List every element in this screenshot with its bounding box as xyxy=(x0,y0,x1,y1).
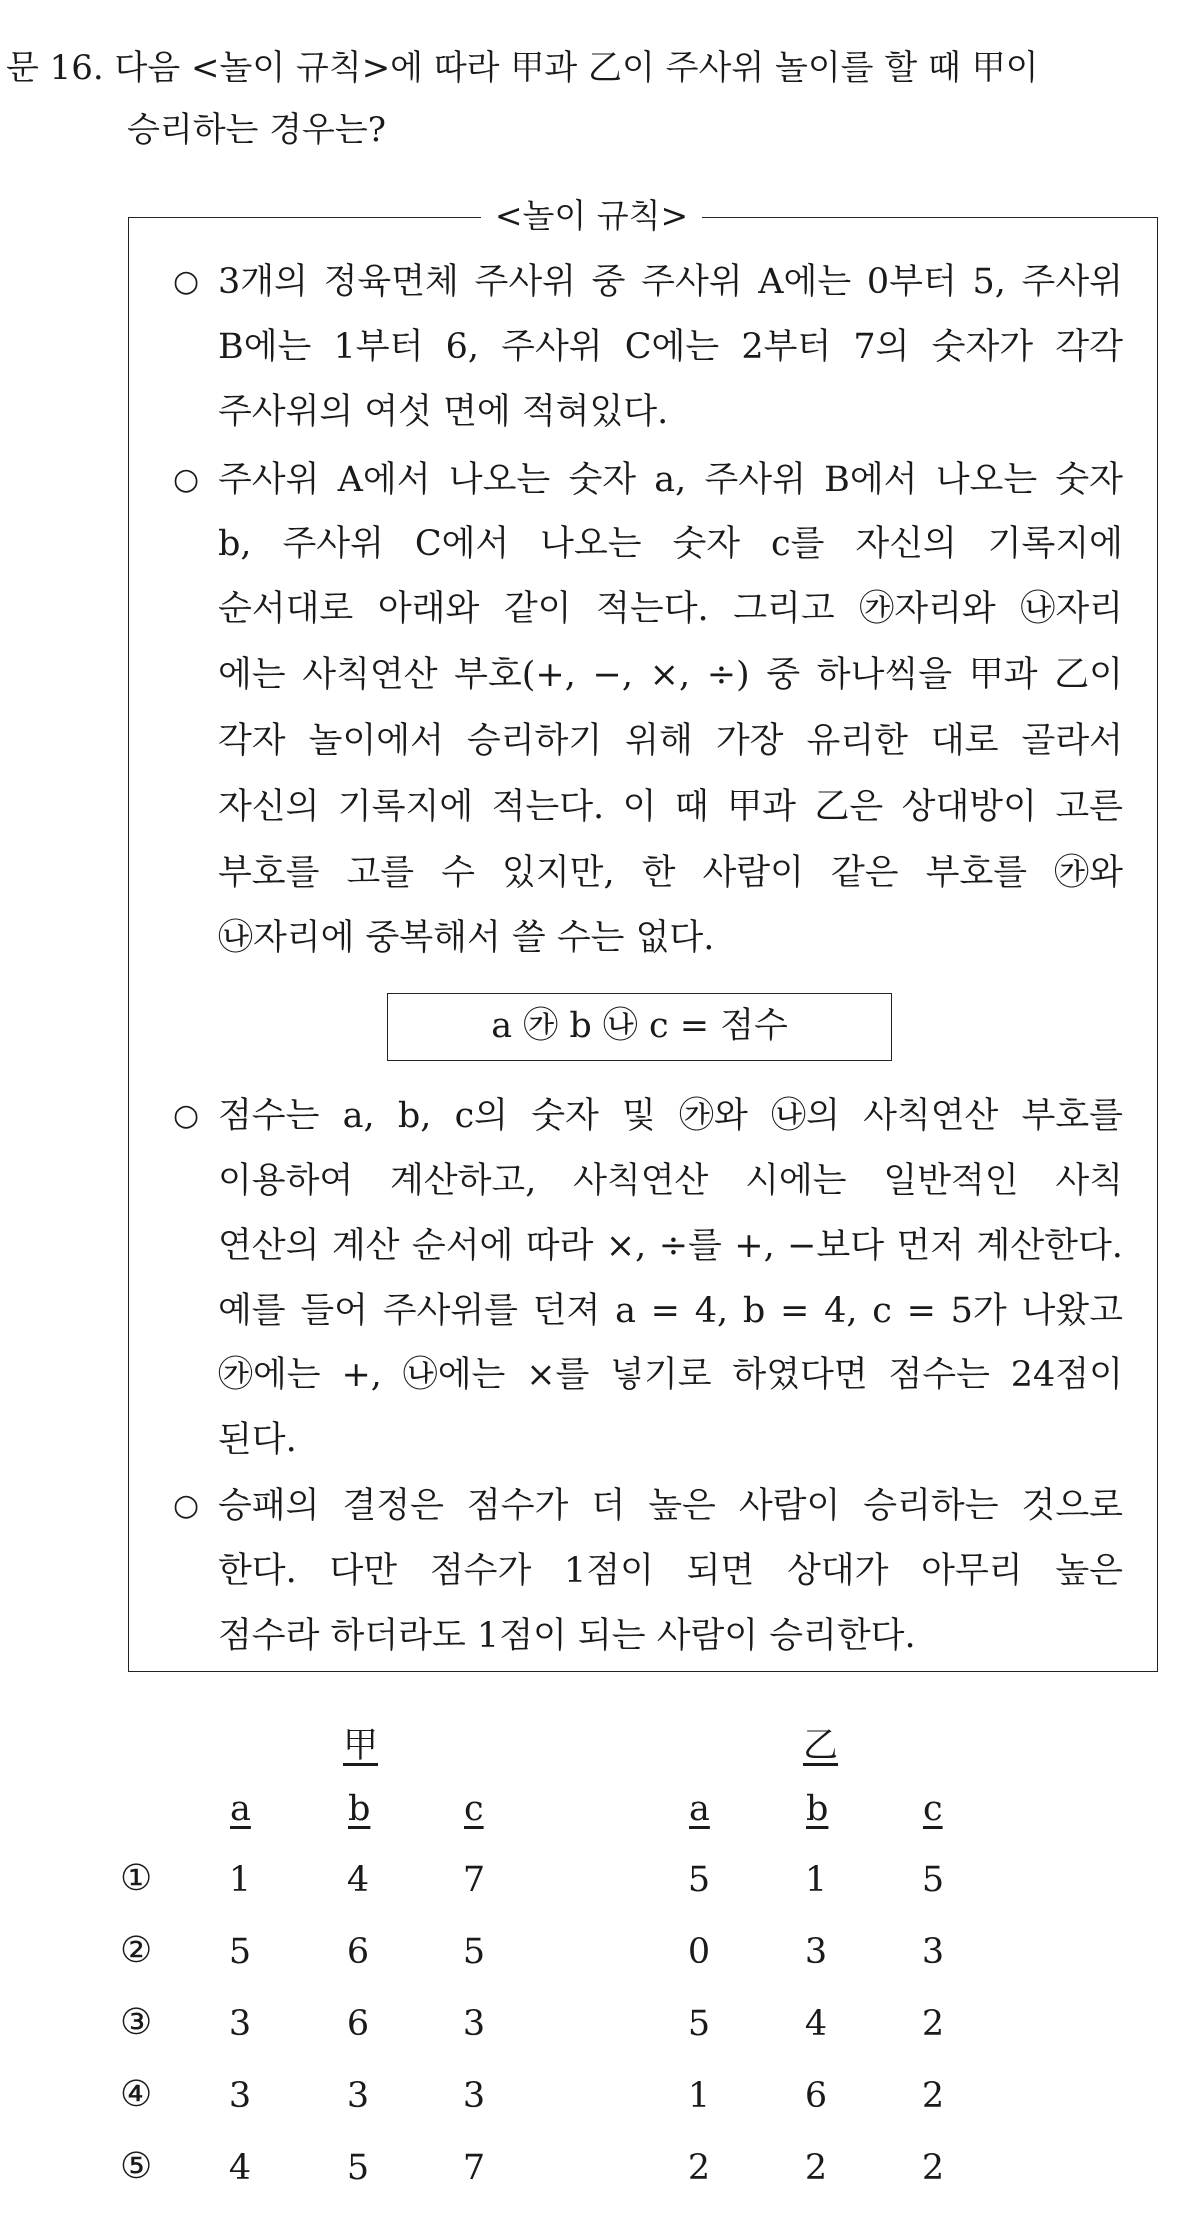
gap-value: 6 xyxy=(346,2004,370,2044)
gap-value: 4 xyxy=(228,2148,252,2188)
rule-word: ㉯의 xyxy=(771,1096,840,1136)
rule-word: 나오는 xyxy=(540,524,642,564)
rule-word: 중 xyxy=(591,262,626,302)
rule-word: 5가 xyxy=(950,1291,1007,1331)
rule-line: 점수라 하더라도 1점이 되는 사람이 승리한다. xyxy=(218,1616,916,1656)
rule-word: 3개의 xyxy=(218,262,308,302)
rule-line xyxy=(218,1092,1123,1140)
bullet-4: ○ xyxy=(173,1488,200,1523)
rule-word: 乙이 xyxy=(1054,655,1123,695)
rule-word: 수 xyxy=(441,853,475,893)
rule-word: 점수가 xyxy=(429,1551,532,1591)
rule-word: ×, xyxy=(605,1226,647,1266)
rule-word: 다만 xyxy=(329,1551,398,1591)
rule-word: 사람이 xyxy=(738,1486,841,1526)
rule-word: 점수가 xyxy=(466,1486,569,1526)
rule-word: 승리하는 xyxy=(863,1486,999,1526)
rule-word: 높은 xyxy=(1055,1551,1123,1591)
rule-word: 주사위 xyxy=(501,327,603,367)
rule-word: 부호를 xyxy=(1021,1096,1123,1136)
rule-word: 일반적인 xyxy=(883,1161,1019,1201)
rule-word: 숫자 xyxy=(568,460,637,500)
rule-word: 주사위 xyxy=(474,262,576,302)
rule-word: 상대방이 xyxy=(901,787,1037,827)
rule-word: 넣기로 xyxy=(610,1355,712,1395)
gap-value: 3 xyxy=(462,2076,486,2116)
rule-word: 점수는 xyxy=(888,1355,990,1395)
rule-word: 골라서 xyxy=(1021,721,1123,761)
rule-word: 乙은 xyxy=(814,787,884,827)
rule-line: ㉯자리에 중복해서 쓸 수는 없다. xyxy=(218,918,715,958)
rule-word: −, xyxy=(592,655,633,695)
rule-word: C에는 xyxy=(624,327,720,367)
bullet-1: ○ xyxy=(173,264,200,299)
rule-word: ×, xyxy=(649,655,691,695)
rule-word: A에는 xyxy=(758,262,852,302)
score-formula: a ㉮ b ㉯ c = 점수 xyxy=(387,993,892,1061)
rule-word: 예를 xyxy=(218,1291,286,1331)
rule-word: 하였다면 xyxy=(732,1355,868,1395)
gap-value: 5 xyxy=(462,1932,486,1972)
rule-word: 유리한 xyxy=(806,721,908,761)
rule-word: 4, xyxy=(824,1291,858,1331)
rule-word: 중 xyxy=(766,655,801,695)
gap-value: 7 xyxy=(462,1860,486,1900)
rule-line xyxy=(218,1287,1123,1335)
rule-word: 한다. xyxy=(218,1551,297,1591)
answer-choice-number: ② xyxy=(120,1930,153,1971)
rule-word: ㉮자리와 xyxy=(859,589,996,629)
rule-word: 24점이 xyxy=(1010,1355,1123,1395)
rule-word: 들어 xyxy=(300,1291,368,1331)
rule-word: 甲과 xyxy=(727,787,796,827)
rule-word: 부호(+, xyxy=(454,655,576,695)
rule-word: 더 xyxy=(591,1486,626,1526)
rule-word: 때 xyxy=(674,787,709,827)
col-b-eul: b xyxy=(806,1789,829,1829)
rule-word: = xyxy=(650,1291,680,1331)
rule-line xyxy=(218,1351,1123,1399)
rule-word: 상대가 xyxy=(787,1551,889,1591)
eul-value: 3 xyxy=(804,1932,828,1972)
col-a-gap: a xyxy=(230,1789,251,1829)
player1-header: 甲 xyxy=(343,1726,379,1766)
rule-word: 순서에 xyxy=(411,1226,514,1266)
rule-word: 고를 xyxy=(346,853,415,893)
rule-word: ÷를 xyxy=(658,1226,722,1266)
eul-value: 5 xyxy=(921,1860,945,1900)
rule-word: 사칙 xyxy=(1055,1161,1123,1201)
rule-word: 부호를 xyxy=(218,853,320,893)
gap-value: 3 xyxy=(228,2004,252,2044)
rule-word: 1점이 xyxy=(564,1551,654,1591)
rule-word: 기록지에 xyxy=(987,524,1123,564)
question-line-1: 문 16. 다음 <놀이 규칙>에 따라 甲과 乙이 주사위 놀이를 할 때 甲이 xyxy=(6,48,1039,88)
answer-choice-number: ⑤ xyxy=(120,2146,153,2187)
eul-value: 4 xyxy=(804,2004,828,2044)
rule-word: 주사위를 xyxy=(382,1291,518,1331)
rule-word: C에서 xyxy=(414,524,510,564)
rule-word: +, xyxy=(341,1355,382,1395)
rule-word: 놀이에서 xyxy=(308,721,444,761)
col-c-gap: c xyxy=(464,1789,484,1829)
rule-word: 부호를 xyxy=(925,853,1028,893)
rule-word: b xyxy=(742,1291,766,1331)
rule-word: 주사위 xyxy=(218,460,320,500)
rule-word: 숫자 xyxy=(672,524,741,564)
rule-word: 시에는 xyxy=(745,1161,847,1201)
rule-word: B에서 xyxy=(824,460,918,500)
rule-word: 하나씩을 xyxy=(816,655,953,695)
rule-line xyxy=(218,585,1123,633)
rule-line: 된다. xyxy=(218,1420,297,1460)
bullet-3: ○ xyxy=(173,1098,200,1133)
rule-line xyxy=(218,1547,1123,1595)
eul-value: 0 xyxy=(687,1932,711,1972)
rules-title: <놀이 규칙> xyxy=(0,196,1183,236)
rule-word: 5, xyxy=(972,262,1006,302)
col-a-eul: a xyxy=(689,1789,710,1829)
rule-word: 그리고 xyxy=(733,589,835,629)
rule-word: 6, xyxy=(445,327,479,367)
rule-line xyxy=(218,783,1123,831)
col-c-eul: c xyxy=(923,1789,943,1829)
rule-word: ㉯자리 xyxy=(1020,589,1123,629)
rule-word: 자신의 xyxy=(855,524,957,564)
rule-word: ㉮와 xyxy=(1054,853,1123,893)
answer-choice-number: ① xyxy=(120,1858,153,1899)
rule-word: 승패의 xyxy=(218,1486,320,1526)
rule-word: 숫자 xyxy=(1055,460,1123,500)
rule-word: 높은 xyxy=(648,1486,716,1526)
rule-word: 계산 xyxy=(331,1226,400,1266)
rule-word: 승리하기 xyxy=(466,721,603,761)
rule-word: 나오는 xyxy=(935,460,1038,500)
answer-choice-number: ④ xyxy=(120,2074,153,2115)
rule-word: 사람이 xyxy=(702,853,804,893)
rule-word: ÷) xyxy=(706,655,750,695)
rule-word: 적는다. xyxy=(596,589,709,629)
rule-word: 4, xyxy=(694,1291,729,1331)
rule-word: 이용하여 xyxy=(218,1161,354,1201)
rule-word: 자신의 xyxy=(218,787,320,827)
gap-value: 1 xyxy=(228,1860,252,1900)
rule-word: 점수는 xyxy=(218,1096,320,1136)
rule-word: 2부터 xyxy=(741,327,832,367)
rule-word: 주사위 xyxy=(282,524,384,564)
rule-word: 각각 xyxy=(1055,327,1123,367)
rule-word: 고른 xyxy=(1055,787,1123,827)
rule-word: 것으로 xyxy=(1021,1486,1123,1526)
gap-value: 3 xyxy=(228,2076,252,2116)
rule-word: 주사위 xyxy=(1021,262,1123,302)
col-b-gap: b xyxy=(348,1789,371,1829)
eul-value: 2 xyxy=(921,2076,945,2116)
rule-word: 나오는 xyxy=(448,460,551,500)
gap-value: 4 xyxy=(346,1860,370,1900)
rule-word: 가장 xyxy=(715,721,784,761)
rule-word: 아무리 xyxy=(921,1551,1023,1591)
eul-value: 2 xyxy=(687,2148,711,2188)
rule-word: 1부터 xyxy=(333,327,424,367)
rule-word: = xyxy=(780,1291,810,1331)
rule-word: 연산의 xyxy=(218,1226,320,1266)
rule-word: 주사위 xyxy=(641,262,743,302)
rule-line xyxy=(218,323,1123,371)
rule-word: 되면 xyxy=(686,1551,755,1591)
rule-word: ×를 xyxy=(526,1355,590,1395)
rule-word: 적는다. xyxy=(491,787,605,827)
rule-line xyxy=(218,456,1123,504)
rule-word: a, xyxy=(654,460,687,500)
rule-line xyxy=(218,1157,1123,1205)
rule-word: ㉮에는 xyxy=(218,1355,321,1395)
rule-word: 있지만, xyxy=(502,853,615,893)
bullet-2: ○ xyxy=(173,462,200,497)
rule-word: b, xyxy=(397,1096,432,1136)
rule-line xyxy=(218,1482,1123,1530)
rule-word: 甲과 xyxy=(968,655,1038,695)
rule-word: 숫자 xyxy=(531,1096,599,1136)
rule-word: 에는 xyxy=(218,655,286,695)
rule-word: 나왔고 xyxy=(1021,1291,1123,1331)
rule-word: 같은 xyxy=(830,853,899,893)
rule-line: 주사위의 여섯 면에 적혀있다. xyxy=(218,392,669,432)
eul-value: 6 xyxy=(804,2076,828,2116)
player2-header: 乙 xyxy=(803,1726,839,1766)
rule-line xyxy=(218,1222,1123,1270)
gap-value: 3 xyxy=(346,2076,370,2116)
rule-word: 사칙연산 xyxy=(573,1161,709,1201)
rule-word: 같이 xyxy=(503,589,572,629)
rule-word: 이 xyxy=(622,787,657,827)
rule-word: B에는 xyxy=(218,327,312,367)
rule-word: 던져 xyxy=(532,1291,601,1331)
rule-word: 순서대로 xyxy=(218,589,354,629)
rule-word: 위해 xyxy=(625,721,693,761)
rule-word: 대로 xyxy=(930,721,999,761)
question-line-2: 승리하는 경우는? xyxy=(127,110,386,150)
rule-line xyxy=(218,849,1123,897)
rule-line xyxy=(218,717,1123,765)
rule-word: ㉯에는 xyxy=(402,1355,506,1395)
rule-word: +, xyxy=(734,1226,775,1266)
rule-word: ㉮와 xyxy=(679,1096,748,1136)
rule-word: c xyxy=(872,1291,892,1331)
rule-word: 계산하고, xyxy=(390,1161,537,1201)
rule-word: 주사위 xyxy=(704,460,806,500)
eul-value: 2 xyxy=(921,2148,945,2188)
eul-value: 1 xyxy=(687,2076,711,2116)
rule-word: 정육면체 xyxy=(323,262,459,302)
rule-word: 기록지에 xyxy=(337,787,474,827)
rule-word: 결정은 xyxy=(342,1486,444,1526)
rule-word: a xyxy=(615,1291,636,1331)
eul-value: 5 xyxy=(687,1860,711,1900)
rule-word: 먼저 xyxy=(896,1226,965,1266)
rule-line xyxy=(218,258,1123,306)
eul-value: 2 xyxy=(921,2004,945,2044)
gap-value: 6 xyxy=(346,1932,370,1972)
rule-word: 한 xyxy=(641,853,676,893)
eul-value: 1 xyxy=(804,1860,828,1900)
rule-word: 계산한다. xyxy=(976,1226,1123,1266)
gap-value: 5 xyxy=(346,2148,370,2188)
rule-line xyxy=(218,651,1123,699)
rule-line xyxy=(218,520,1123,568)
rule-word: 및 xyxy=(622,1096,656,1136)
rule-word: 사칙연산 xyxy=(863,1096,999,1136)
rule-word: 각자 xyxy=(218,721,286,761)
rule-word: c의 xyxy=(454,1096,508,1136)
answer-choice-number: ③ xyxy=(120,2002,153,2043)
eul-value: 2 xyxy=(804,2148,828,2188)
rule-word: 아래와 xyxy=(377,589,480,629)
gap-value: 5 xyxy=(228,1932,252,1972)
rule-word: c를 xyxy=(771,524,825,564)
gap-value: 7 xyxy=(462,2148,486,2188)
eul-value: 3 xyxy=(921,1932,945,1972)
rule-word: −보다 xyxy=(787,1226,885,1266)
rule-word: 7의 xyxy=(853,327,910,367)
rule-word: a, xyxy=(342,1096,375,1136)
rule-word: b, xyxy=(218,524,252,564)
rule-word: A에서 xyxy=(337,460,431,500)
rule-word: 숫자가 xyxy=(931,327,1034,367)
rule-word: 사칙연산 xyxy=(302,655,438,695)
eul-value: 5 xyxy=(687,2004,711,2044)
rule-word: 0부터 xyxy=(866,262,957,302)
gap-value: 3 xyxy=(462,2004,486,2044)
rule-word: 따라 xyxy=(525,1226,594,1266)
rule-word: = xyxy=(906,1291,936,1331)
